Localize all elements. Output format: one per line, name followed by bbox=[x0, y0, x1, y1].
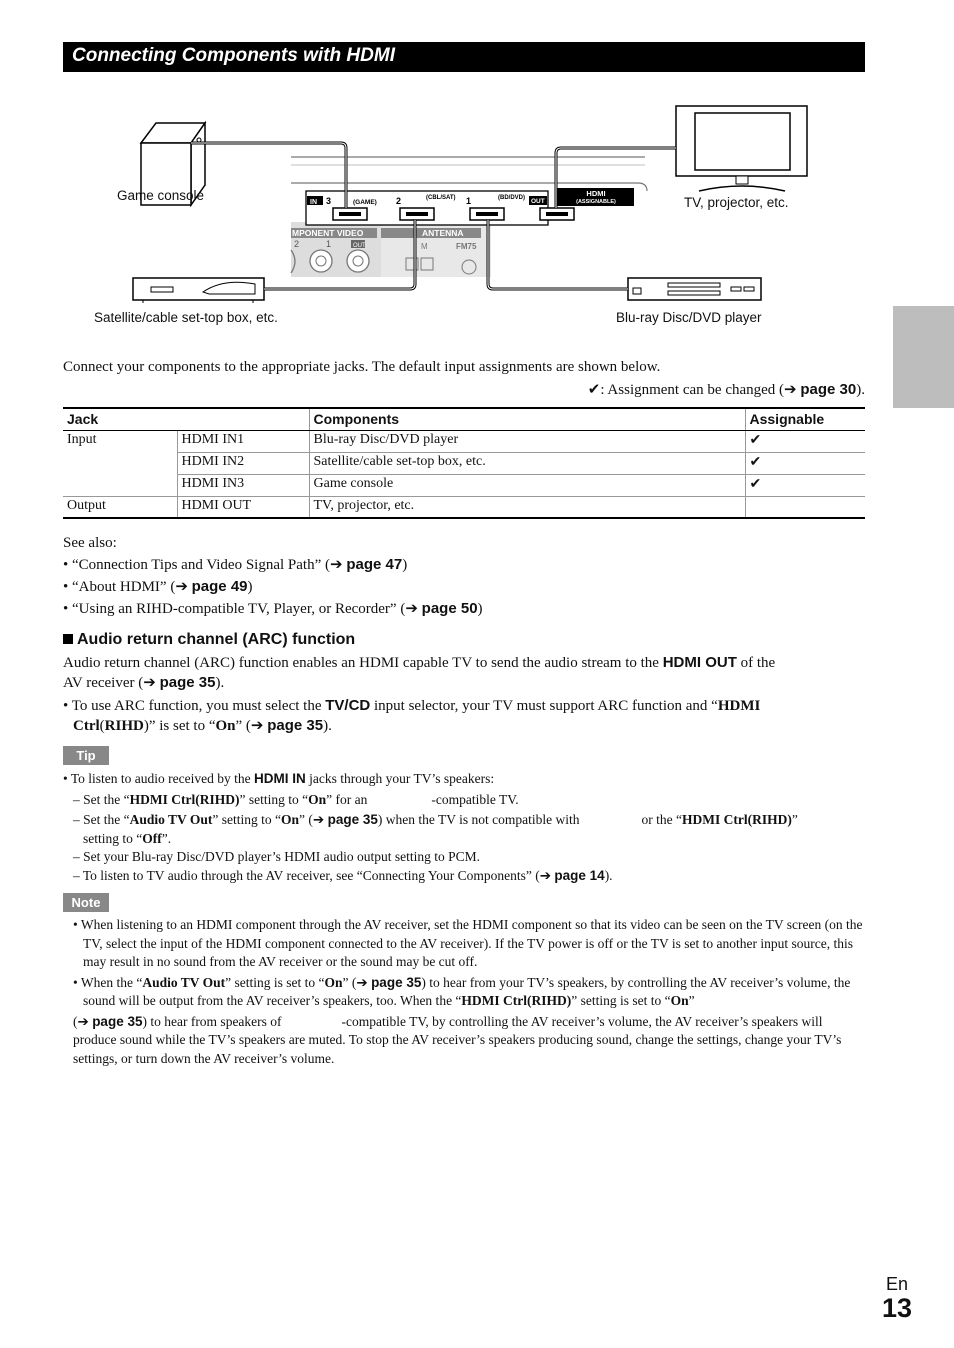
table-row: Output HDMI OUT TV, projector, etc. bbox=[63, 496, 865, 518]
intro-text: Connect your components to the appropriate jacks. The default input assignments are shown below. bbox=[63, 359, 661, 375]
svg-text:(CBL/SAT): (CBL/SAT) bbox=[426, 195, 456, 201]
table-row: HDMI IN2 Satellite/cable set-top box, etc. ✔ bbox=[63, 452, 865, 474]
group-output: Output bbox=[63, 496, 177, 518]
svg-text:3: 3 bbox=[326, 196, 332, 206]
svg-text:(ASSIGNABLE): (ASSIGNABLE) bbox=[576, 199, 616, 205]
see-also-item: • “Using an RIHD-compatible TV, Player, or Recorder” (➔ page 50) bbox=[63, 600, 483, 617]
set-top-box-illustration bbox=[133, 278, 264, 303]
header-components: Components bbox=[309, 408, 745, 430]
table-row: HDMI IN3 Game console ✔ bbox=[63, 474, 865, 496]
svg-text:M: M bbox=[421, 242, 428, 251]
language-code: En bbox=[886, 1274, 909, 1294]
see-also-item: • “About HDMI” (➔ page 49) bbox=[63, 578, 253, 595]
page-35-link[interactable]: page 35 bbox=[267, 717, 324, 734]
page-30-link[interactable]: page 30 bbox=[800, 381, 857, 398]
svg-text:(BD/DVD): (BD/DVD) bbox=[498, 195, 525, 201]
note-badge: Note bbox=[63, 893, 109, 912]
label-game-console: Game console bbox=[117, 188, 205, 203]
svg-text:OUT: OUT bbox=[531, 198, 545, 205]
svg-text:1: 1 bbox=[326, 239, 332, 249]
svg-text:IN: IN bbox=[310, 199, 317, 206]
svg-text:(GAME): (GAME) bbox=[353, 199, 377, 206]
tip-badge: Tip bbox=[63, 746, 109, 765]
svg-text:2: 2 bbox=[396, 196, 402, 206]
see-also-item: • “Connection Tips and Video Signal Path” (➔ page 47) bbox=[63, 556, 408, 573]
table-row: Input HDMI IN1 Blu-ray Disc/DVD player ✔ bbox=[63, 430, 865, 452]
tip-list: • To listen to audio received by the HDMI IN jacks through your TV’s speakers: – Set the “HDMI Ctrl(RIHD)” setting to “On” for an -compatible TV. – Set the “Audio TV Out” setting to “On” (➔ page 35) when the TV is not compatible with or the “HDMI Ctrl(RIHD)” setting to “Off”. – Set your Blu-ray Disc/DVD player’s HDMI audio output setting to PCM. – To listen to TV audio through the AV receiver, see “Connecting Your Components” (➔ page 14). bbox=[63, 771, 798, 883]
chapter-tab bbox=[893, 306, 954, 408]
bluray-player-illustration bbox=[628, 278, 761, 300]
svg-text:MPONENT VIDEO: MPONENT VIDEO bbox=[292, 228, 364, 238]
square-bullet-icon bbox=[63, 634, 73, 644]
header-jack: Jack bbox=[63, 408, 309, 430]
svg-text:HDMI: HDMI bbox=[586, 189, 606, 198]
page-14-link[interactable]: page 14 bbox=[554, 867, 605, 883]
note-list: • When listening to an HDMI component through the AV receiver, set the HDMI component so that its video can be seen on the TV screen (on the TV, select the input of the HDMI component connected to the AV receiver). If the TV power is off or the TV is set to another input source, this may result in no sound from the AV receiver or the sound may be cut off. • When the “Audio TV Out” setting is set to “On” (➔ page 35) to hear from your TV’s speakers, by controlling the AV receiver’s volume, the sound will be output from the AV receiver’s speakers, too. When the “HDMI Ctrl(RIHD)” setting is set to “On” (➔ page 35) to hear from speakers of -compatible TV, by controlling the AV receiver’s volume, the AV receiver’s speakers will produce sound while the TV’s speakers are muted. To stop the AV receiver’s speakers producing sound, change the settings, change your TV’s settings, or turn down the AV receiver’s volume. bbox=[73, 917, 863, 1066]
page-49-link[interactable]: page 49 bbox=[191, 578, 248, 595]
label-bluray: Blu-ray Disc/DVD player bbox=[616, 310, 762, 325]
assignment-note: ✔: Assignment can be changed (➔ page 30). bbox=[587, 381, 865, 398]
page-35-link[interactable]: page 35 bbox=[327, 812, 378, 827]
page-title: Connecting Components with HDMI bbox=[63, 42, 865, 72]
svg-text:OUT: OUT bbox=[353, 243, 366, 249]
see-also-label: See also: bbox=[63, 535, 117, 551]
arc-paragraph-2: • To use ARC function, you must select the TV/CD input selector, your TV must support ARC function and “HDMI Ctrl(RIHD)” is set to “On” (➔ page 35). bbox=[63, 697, 761, 734]
page-35-link[interactable]: page 35 bbox=[371, 974, 422, 990]
jack-assignment-table bbox=[63, 407, 865, 519]
page-35-link[interactable]: page 35 bbox=[159, 674, 216, 691]
tv-illustration bbox=[676, 106, 807, 191]
group-input: Input bbox=[63, 430, 177, 496]
label-satellite: Satellite/cable set-top box, etc. bbox=[94, 310, 278, 325]
svg-text:FM75: FM75 bbox=[456, 242, 477, 251]
receiver-rear-panel bbox=[291, 157, 647, 277]
arc-paragraph-1: Audio return channel (ARC) function enables an HDMI capable TV to send the audio stream to the HDMI OUT of the AV receiver (➔ page 35). bbox=[63, 654, 776, 691]
svg-text:2: 2 bbox=[294, 239, 300, 249]
svg-text:ANTENNA: ANTENNA bbox=[422, 228, 464, 238]
page-number: 13 bbox=[882, 1293, 913, 1323]
header-assignable: Assignable bbox=[745, 408, 865, 430]
label-tv: TV, projector, etc. bbox=[684, 195, 789, 210]
svg-text:1: 1 bbox=[466, 196, 472, 206]
page-35-link[interactable]: page 35 bbox=[92, 1013, 143, 1029]
page-50-link[interactable]: page 50 bbox=[421, 600, 478, 617]
page-47-link[interactable]: page 47 bbox=[346, 556, 403, 573]
arc-heading: Audio return channel (ARC) function bbox=[63, 631, 355, 649]
